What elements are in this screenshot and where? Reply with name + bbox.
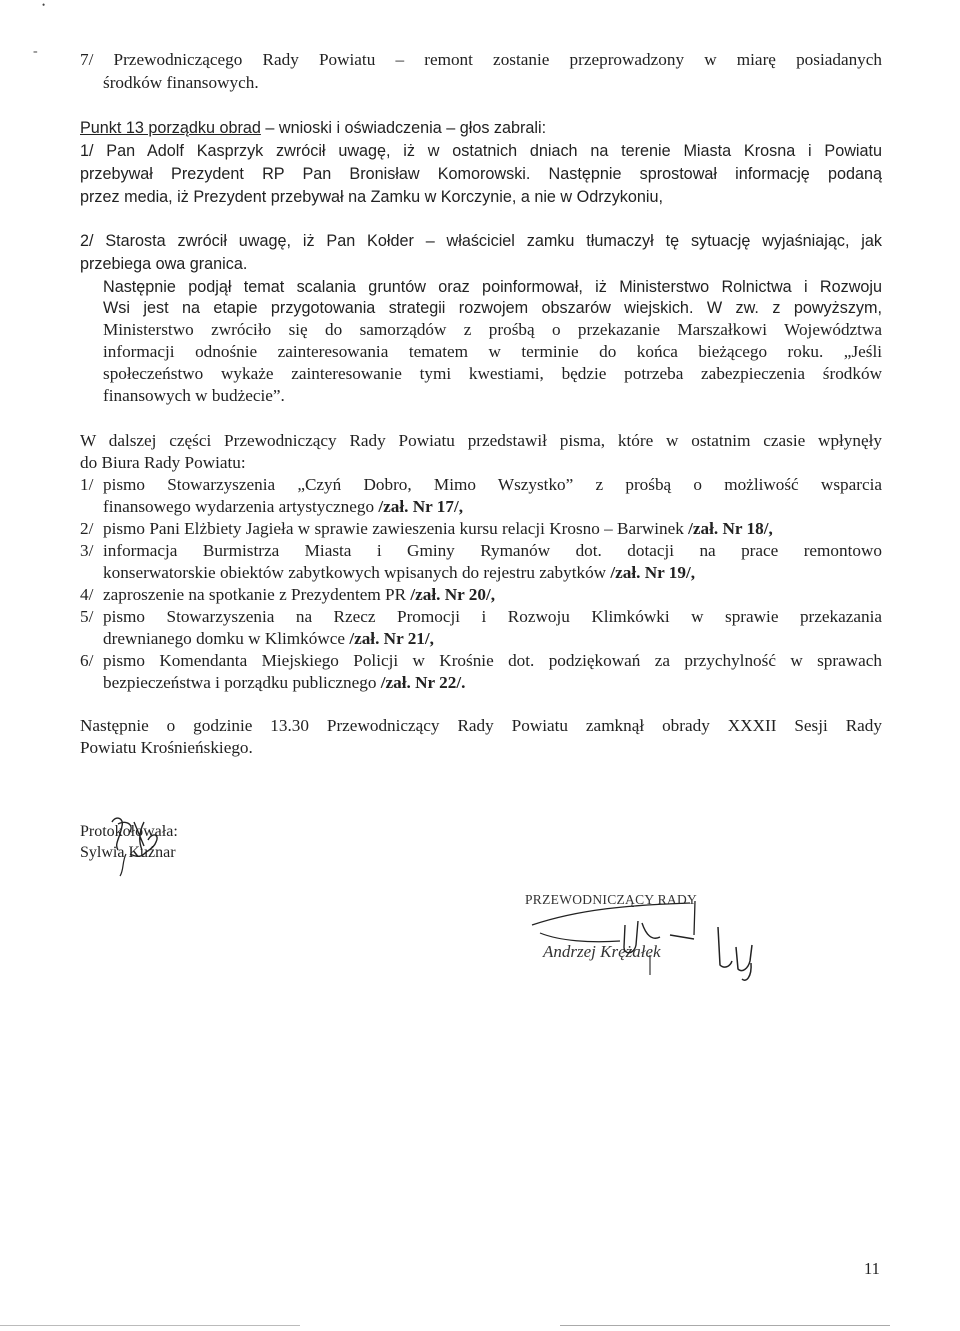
letter-4-text: zaproszenie na spotkanie z Prezydentem PR — [103, 585, 411, 604]
letter-3-line-1: informacja Burmistrza Miasta i Gminy Rymanów dot. dotacji na prace remontowo — [103, 541, 882, 560]
scan-bottom-line-right — [560, 1325, 890, 1326]
letter-4-number: 4/ — [80, 585, 94, 604]
stamp-name: Andrzej Krężałek — [543, 942, 661, 961]
letter-1-attachment-ref: /zał. Nr 17/, — [378, 497, 464, 516]
p2-line-6: informacji odnośnie zainteresowania tematem w terminie do końca bieżącego roku. „Jeśli — [103, 342, 882, 361]
letter-1-text: finansowego wydarzenia artystycznego — [103, 497, 379, 516]
p2-line-5: Ministerstwo zwróciło się do samorządów z prośbą o przekazanie Marszałkowi Województwa — [103, 320, 882, 339]
letter-5-number: 5/ — [80, 607, 94, 626]
protocol-signature — [100, 810, 220, 880]
closing-line-2: Powiatu Krośnieńskiego. — [80, 738, 253, 757]
letter-6-text: bezpieczeństwa i porządku publicznego — [103, 673, 381, 692]
stamp-title: PRZEWODNICZĄCY RADY — [525, 892, 698, 907]
letter-5-text: drewnianego domku w Klimkówce — [103, 629, 350, 648]
letter-3-line-2 — [103, 562, 695, 585]
letter-5-line-2 — [103, 628, 434, 651]
protocol-label: Protokołowała: — [80, 823, 178, 840]
letter-5-attachment-ref: /zał. Nr 21/, — [349, 629, 434, 648]
letter-2-number: 2/ — [80, 519, 94, 538]
letter-1-line-2 — [103, 496, 463, 519]
punkt-13-heading-underlined: Punkt 13 porządku obrad — [80, 119, 261, 137]
punkt-13-heading — [80, 117, 546, 140]
protocol-name: Sylwia Kuźnar — [80, 844, 176, 861]
p1-line-2: przebywał Prezydent RP Pan Bronisław Komorowski. Następnie sprostował informację podaną — [80, 165, 882, 183]
p2-line-1: 2/ Starosta zwrócił uwagę, iż Pan Kołder – właściciel zamku tłumaczył tę sytuację wyjaśniając, jak — [80, 232, 882, 250]
letter-4-line-1 — [103, 584, 495, 607]
letters-intro-line-2: do Biura Rady Powiatu: — [80, 453, 246, 472]
p2-line-2: przebiega owa granica. — [80, 255, 248, 273]
p2-line-7: społeczeństwo wykaże zainteresowanie tymi kwestiami, będzie potrzeba zabezpieczenia środków — [103, 364, 882, 383]
letter-6-attachment-ref: /zał. Nr 22/. — [380, 673, 466, 692]
letter-2-attachment-ref: /zał. Nr 18/, — [688, 519, 773, 538]
letter-6-line-1: pismo Komendanta Miejskiego Policji w Krośnie dot. podziękowań za przychylność w sprawach — [103, 651, 882, 670]
letter-1-line-1: pismo Stowarzyszenia „Czyń Dobro, Mimo Wszystko” z prośbą o możliwość wsparcia — [103, 475, 882, 494]
letter-3-attachment-ref: /zał. Nr 19/, — [610, 563, 696, 582]
letter-4-attachment-ref: /zał. Nr 20/, — [410, 585, 496, 604]
letter-3-text: konserwatorskie obiektów zabytkowych wpisanych do rejestru zabytków — [103, 563, 611, 582]
item-7-line-1: 7/ Przewodniczącego Rady Powiatu – remont zostanie przeprowadzony w miarę posiadanych — [80, 50, 882, 69]
scan-bottom-line — [0, 1325, 300, 1326]
letter-2-text: pismo Pani Elżbiety Jagieła w sprawie zawieszenia kursu relacji Krosno – Barwinek — [103, 519, 689, 538]
closing-line-1: Następnie o godzinie 13.30 Przewodniczący Rady Powiatu zamknął obrady XXXII Sesji Rady — [80, 716, 882, 735]
letter-5-line-1: pismo Stowarzyszenia na Rzecz Promocji i Rozwoju Klimkówki w sprawie przekazania — [103, 607, 882, 626]
page-number: 11 — [864, 1259, 880, 1278]
scan-mark: • — [42, 0, 46, 10]
punkt-13-heading-rest: – wnioski i oświadczenia – głos zabrali: — [260, 119, 547, 137]
letters-intro-line-1: W dalszej części Przewodniczący Rady Powiatu przedstawił pisma, które w ostatnim czasie wpłynęły — [80, 431, 882, 450]
chairman-signature — [520, 895, 800, 985]
p1-line-1: 1/ Pan Adolf Kasprzyk zwrócił uwagę, iż w ostatnich dniach na terenie Miasta Krosna i Powiatu — [80, 142, 882, 160]
p2-line-8: finansowych w budżecie”. — [103, 386, 285, 405]
letter-2-line-1 — [103, 518, 773, 541]
letter-6-number: 6/ — [80, 651, 94, 670]
letter-1-number: 1/ — [80, 475, 94, 494]
letter-6-line-2 — [103, 672, 465, 695]
p2-line-4: Wsi jest na etapie przygotowania strategii rozwojem obszarów wiejskich. W zw. z powyższym, — [103, 299, 882, 317]
item-7-line-2: środków finansowych. — [103, 73, 259, 92]
p1-line-3: przez media, iż Prezydent przebywał na Zamku w Korczynie, a nie w Odrzykoniu, — [80, 188, 663, 206]
p2-line-3: Następnie podjął temat scalania gruntów oraz poinformował, iż Ministerstwo Rolnictwa i Rozwoju — [103, 278, 882, 296]
letter-3-number: 3/ — [80, 541, 94, 560]
scan-mark-left: - — [33, 44, 38, 59]
